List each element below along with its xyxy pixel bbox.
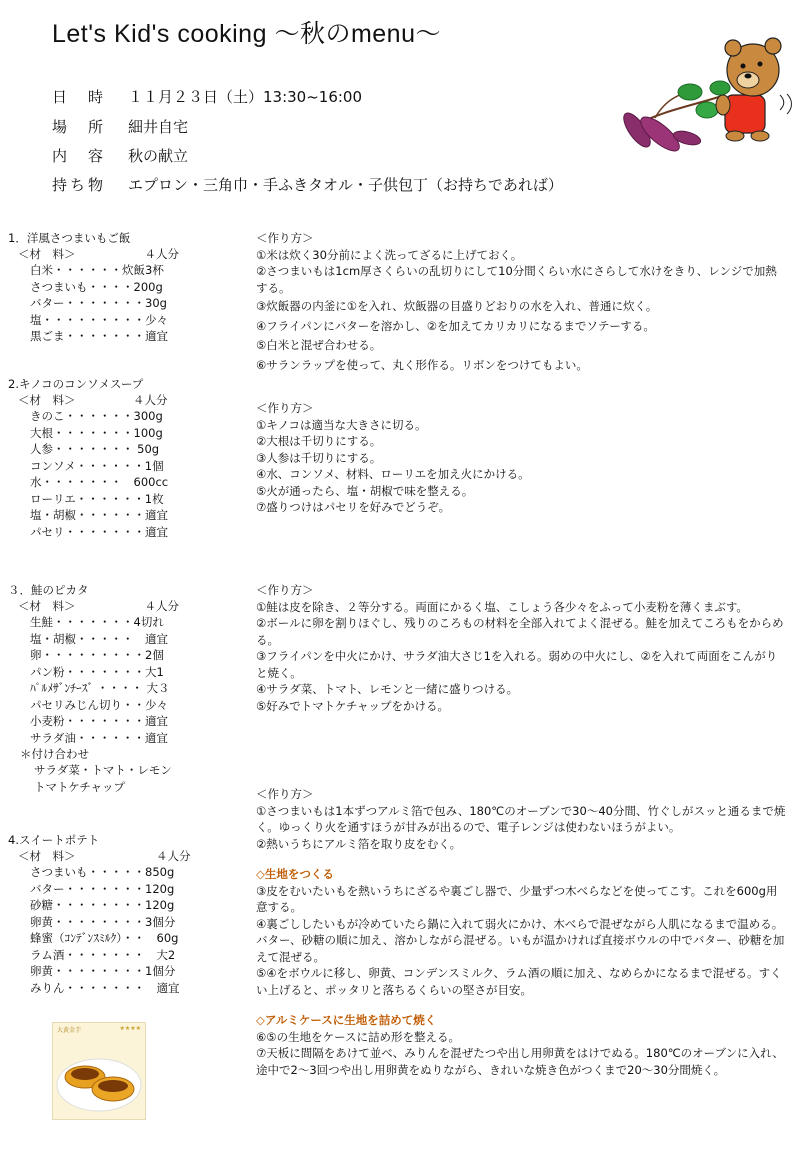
subsection-title-bake: ◇アルミケースに生地を詰めて焼く [256, 1013, 437, 1027]
ingredient-item: サラダ油・・・・・・適宜 [30, 730, 168, 745]
recipe-3-title: ３．鮭のピカタ [8, 583, 89, 597]
method-step: ①鮭は皮を除き、２等分する。両面にかるく塩、こしょう各少々をふって小麦粉を薄くまぶす。 [256, 599, 748, 614]
ingredient-item: バター・・・・・・・30g [30, 296, 167, 310]
ingredient-item: 卵黄・・・・・・・・3個分 [30, 914, 176, 929]
method-step: ④裏ごししたいもが冷めていたら鍋に入れて弱火にかけ、木べらで混ぜながら人肌になるまで温める。バター、砂糖の順に加え、溶かしながら混ぜる。いもが温かければ直接ボウルの中でバター、砂糖を加えて混ぜる。 [256, 916, 785, 964]
ingredient-item: 蜂蜜（ｺﾝﾃﾞﾝｽﾐﾙｸ）・・ 60g [30, 931, 179, 945]
method-step: ③フライパンを中火にかけ、サラダ油大さじ1を入れる。弱めの中火にし、②を入れて両面をこんがりと焼く。 [256, 649, 778, 680]
recipe-2-ingredients-header: ＜材 料＞ ４人分 [18, 393, 168, 407]
method-step: ②さつまいもは1cm厚さくらいの乱切りにして10分間くらい水にさらして水けをきり、レンジで加熱する。 [256, 264, 777, 295]
subsection-title-dough: ◇生地をつくる [256, 867, 334, 881]
ingredient-item: 大根・・・・・・・100g [30, 425, 163, 440]
method-title: ＜作り方＞ [256, 787, 314, 801]
recipe-4-ingredients [30, 864, 180, 996]
ingredient-item: さつまいも・・・・200g [30, 279, 163, 294]
method-step: ①キノコは適当な大きさに切る。 [256, 417, 427, 432]
info-label: 日 時 [52, 88, 107, 106]
garnish-title: ＊付け合わせ [20, 747, 89, 761]
ingredient-item: 塩・・・・・・・・・少々 [30, 312, 168, 327]
ingredient-item: パセリ・・・・・・・適宜 [30, 524, 168, 539]
bear-sweet-potato-illustration [615, 30, 800, 160]
method-step: ③炊飯器の内釜に①を入れ、炊飯器の目盛りどおりの水を入れ、普通に炊く。 [256, 299, 658, 313]
method-step: ④サラダ菜、トマト、レモンと一緒に盛りつける。 [256, 682, 519, 696]
method-step: ①米は炊く30分前によく洗ってざるに上げておく。 [256, 247, 523, 262]
info-label: 持ち物 [52, 176, 107, 194]
method-step: ②大根は千切りにする。 [256, 434, 382, 448]
recipe-1-ingredients [30, 262, 168, 345]
ingredient-item: ラム酒・・・・・・・ 大2 [30, 947, 176, 962]
ingredient-item: 卵・・・・・・・・・2個 [30, 648, 164, 662]
info-label: 内 容 [52, 147, 107, 165]
info-date [52, 86, 362, 107]
method-step: ⑤火が通ったら、塩・胡椒で味を整える。 [256, 483, 474, 498]
ingredient-item: 小麦粉・・・・・・・適宜 [30, 714, 168, 728]
photo-stars: ★★★★ [119, 1025, 141, 1032]
page-title: Let's Kid's cooking ～秋のmenu～ [52, 20, 441, 48]
ingredient-item: 白米・・・・・・炊飯3杯 [30, 263, 164, 277]
method-step: ②熱いうちにアルミ箔を取り皮をむく。 [256, 836, 462, 851]
ingredient-item: 塩・胡椒・・・・・ 適宜 [30, 631, 168, 646]
method-step: ③人参は千切りにする。 [256, 450, 382, 465]
method-step: ⑤好みでトマトケチャップをかける。 [256, 698, 450, 713]
method-step: ③皮をむいたいもを熱いうちにざるや裏ごし器で、少量ずつ木べらなどを使ってこす。これを600g用意する。 [256, 883, 778, 914]
garnish-item: サラダ菜・トマト・レモン [34, 763, 172, 777]
ingredient-item: 卵黄・・・・・・・・1個分 [30, 964, 176, 978]
info-place [52, 116, 188, 137]
method-title: ＜作り方＞ [256, 583, 314, 597]
ingredient-item: ローリエ・・・・・・1枚 [30, 491, 164, 506]
ingredient-item: パン粉・・・・・・・大1 [30, 664, 164, 679]
info-value: 細井自宅 [128, 118, 189, 136]
info-content [52, 145, 188, 166]
ingredient-item: 砂糖・・・・・・・・120g [30, 898, 175, 912]
recipe-2-method [256, 400, 786, 516]
garnish-list [34, 762, 172, 795]
recipe-1-ingredients-header: ＜材 料＞ ４人分 [18, 247, 179, 261]
recipe-3-method [256, 582, 784, 714]
ingredient-item: みりん・・・・・・・ 適宜 [30, 980, 180, 995]
method-step: ⑤白米と混ぜ合わせる。 [256, 338, 382, 352]
recipe-4-title: 4.スイートポテト [8, 833, 100, 847]
recipe-1-title: 1．洋風さつまいもご飯 [8, 231, 131, 245]
info-value: １１月２３日（土）13:30~16:00 [128, 88, 363, 106]
recipe-2-title: 2.キノコのコンソメスープ [8, 377, 144, 391]
info-value: 秋の献立 [128, 147, 189, 165]
ingredient-item: きのこ・・・・・・300g [30, 409, 163, 423]
method-step: ⑥⑤の生地をケースに詰め形を整える。 [256, 1029, 461, 1044]
ingredient-item: バター・・・・・・・120g [30, 881, 175, 896]
info-value: エプロン・三角巾・手ふきタオル・子供包丁（お持ちであれば） [128, 176, 563, 194]
ingredient-item: 黒ごま・・・・・・・適宜 [30, 329, 168, 343]
ingredient-item: さつまいも・・・・・850g [30, 865, 175, 879]
method-step: ⑦天板に間隔をあけて並べ、みりんを混ぜたつや出し用卵黄をはけでぬる。180℃のオーブンに入れ、途中で2～3回つや出し用卵黄をぬりながら、きれいな焼き色がつくまで20～30分間焼く。 [256, 1046, 784, 1077]
ingredient-item: 水・・・・・・・ 600cc [30, 475, 169, 489]
recipe-3-ingredients-header: ＜材 料＞ ４人分 [18, 599, 179, 613]
method-title: ＜作り方＞ [256, 401, 314, 415]
sweet-potato-plate-image [53, 1023, 145, 1119]
ingredient-item: パセリみじん切り・・少々 [30, 697, 168, 712]
ingredient-item: 生鮭・・・・・・・4切れ [30, 615, 164, 629]
photo-label: 大黄金芋 [57, 1027, 82, 1034]
sweet-potato-photo [52, 1022, 146, 1120]
recipe-2-ingredients [30, 408, 168, 540]
ingredient-item: コンソメ・・・・・・1個 [30, 458, 164, 473]
method-step: ⑤④をボウルに移し、卵黄、コンデンスミルク、ラム酒の順に加え、なめらかになるまで混ぜる。すくい上げると、ポッタリと落ちるくらいの堅さが目安。 [256, 966, 782, 997]
recipe-3-ingredients [30, 614, 170, 746]
method-title: ＜作り方＞ [256, 231, 314, 245]
method-step: ⑦盛りつけはパセリを好みでどうぞ。 [256, 500, 451, 514]
ingredient-item: 人参・・・・・・・ 50g [30, 442, 160, 456]
recipe-4-method [256, 786, 786, 1078]
method-step: ④フライパンにバターを溶かし、②を加えてカリカリになるまでソテーする。 [256, 318, 655, 333]
method-step: ⑥サランラップを使って、丸く形作る。リボンをつけてもよい。 [256, 357, 588, 372]
info-label: 場 所 [52, 118, 107, 136]
ingredient-item: 塩・胡椒・・・・・・適宜 [30, 508, 168, 522]
recipe-4-ingredients-header: ＜材 料＞ ４人分 [18, 849, 191, 863]
recipe-1-method [256, 230, 786, 373]
ingredient-item: ﾊﾟﾙﾒｻﾞﾝﾁｰｽﾞ ・・・・ 大３ [30, 681, 170, 695]
info-belongings [52, 174, 563, 195]
method-step: ②ボールに卵を割りほぐし、残りのころもの材料を全部入れてよく混ぜる。鮭を加えてころもをからめる。 [256, 616, 784, 647]
method-step: ①さつまいもは1本ずつアルミ箔で包み、180℃のオーブンで30～40分間、竹ぐしがスッと通るまで焼く。ゆっくり火を通すほうが甘みが出るので、電子レンジは使わないほうがよい。 [256, 803, 786, 834]
method-step: ④水、コンソメ、材料、ローリエを加え火にかける。 [256, 467, 530, 481]
garnish-item: トマトケチャップ [34, 779, 125, 794]
